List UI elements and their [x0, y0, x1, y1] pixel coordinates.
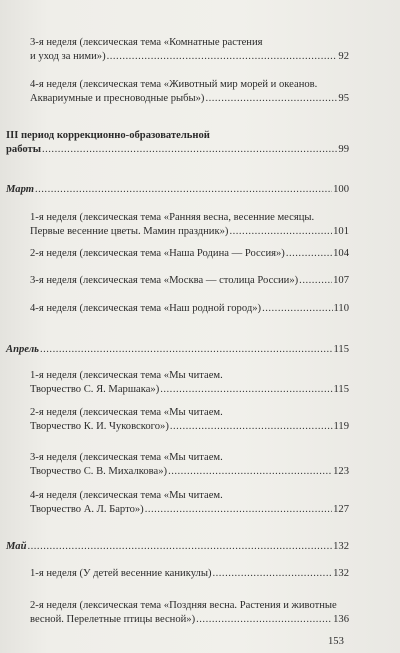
- dot-leader: [27, 540, 332, 554]
- page-ref: 123: [333, 466, 349, 477]
- dot-leader: [286, 247, 332, 261]
- dot-leader: [168, 465, 332, 479]
- dot-leader: [212, 567, 332, 581]
- entry-line-1: 1-я неделя (лексическая тема «Мы читаем.: [30, 370, 223, 381]
- page-ref: 136: [333, 614, 349, 625]
- entry-line-2: Творчество С. В. Михалкова»): [30, 466, 168, 477]
- page-ref: 104: [333, 248, 349, 259]
- page-ref: 115: [333, 384, 349, 395]
- toc-entry: [30, 78, 349, 106]
- entry-line: 1-я неделя (У детей весенние каникулы): [30, 568, 212, 579]
- dot-leader: [170, 420, 333, 434]
- entry-line-1: 2-я неделя (лексическая тема «Поздняя весна. Растения и животные: [30, 600, 337, 611]
- toc-entry: [30, 247, 349, 261]
- month-title: Апрель: [6, 344, 39, 355]
- entry-line-1: 2-я неделя (лексическая тема «Мы читаем.: [30, 407, 223, 418]
- dot-leader: [205, 92, 337, 106]
- toc-entry: [30, 489, 349, 517]
- entry-line-2: весной. Перелетные птицы весной»): [30, 614, 196, 625]
- dot-leader: [42, 143, 337, 157]
- toc-month: [6, 343, 349, 357]
- page-ref: 107: [333, 275, 349, 286]
- entry-line-1: 4-я неделя (лексическая тема «Мы читаем.: [30, 490, 223, 501]
- page-ref: 132: [333, 568, 349, 579]
- page-number: 153: [328, 636, 344, 647]
- page-ref: 92: [338, 51, 349, 62]
- dot-leader: [160, 383, 332, 397]
- entry-line-2: Творчество А. Л. Барто»): [30, 504, 144, 515]
- dot-leader: [299, 274, 332, 288]
- period-line-2: работы: [6, 144, 41, 155]
- month-title: Май: [6, 541, 27, 552]
- toc-period-heading: [6, 129, 349, 157]
- page-ref: 127: [333, 504, 349, 515]
- page-ref: 99: [338, 144, 349, 155]
- dot-leader: [40, 343, 333, 357]
- toc-entry: [30, 211, 349, 239]
- entry-line-2: и уход за ними»): [30, 51, 106, 62]
- dot-leader: [145, 503, 332, 517]
- page-ref: 100: [333, 184, 349, 195]
- entry-line-1: 3-я неделя (лексическая тема «Мы читаем.: [30, 452, 223, 463]
- dot-leader: [196, 613, 332, 627]
- toc-entry: [30, 599, 349, 627]
- entry-line-1: 4-я неделя (лексическая тема «Животный мир морей и океанов.: [30, 79, 318, 90]
- dot-leader: [262, 302, 332, 316]
- toc-entry: [30, 36, 349, 64]
- entry-line-2: Творчество К. И. Чуковского»): [30, 421, 169, 432]
- toc-entry: [30, 369, 349, 397]
- page-ref: 110: [333, 303, 349, 314]
- entry-line: 4-я неделя (лексическая тема «Наш родной город»): [30, 303, 262, 314]
- entry-line: 2-я неделя (лексическая тема «Наша Родина — Россия»): [30, 248, 285, 259]
- page-ref: 95: [338, 93, 349, 104]
- toc-month: [6, 183, 349, 197]
- dot-leader: [229, 225, 332, 239]
- entry-line: 3-я неделя (лексическая тема «Москва — столица России»): [30, 275, 299, 286]
- toc-entry: [30, 567, 349, 581]
- month-title: Март: [6, 184, 34, 195]
- entry-line-2: Первые весенние цветы. Мамин праздник»): [30, 226, 229, 237]
- toc-month: [6, 540, 349, 554]
- entry-line-2: Аквариумные и пресноводные рыбы»): [30, 93, 205, 104]
- entry-line-2: Творчество С. Я. Маршака»): [30, 384, 160, 395]
- page-ref: 132: [333, 541, 349, 552]
- page-ref: 101: [333, 226, 349, 237]
- entry-line-1: 1-я неделя (лексическая тема «Ранняя весна, весенние месяцы.: [30, 212, 315, 223]
- page-ref: 115: [333, 344, 349, 355]
- period-line-1: III период коррекционно-образовательной: [6, 130, 210, 141]
- dot-leader: [35, 183, 332, 197]
- toc-entry: [30, 451, 349, 479]
- toc-entry: [30, 302, 349, 316]
- page-ref: 119: [333, 421, 349, 432]
- toc-entry: [30, 406, 349, 434]
- dot-leader: [107, 50, 338, 64]
- entry-line-1: 3-я неделя (лексическая тема «Комнатные растения: [30, 37, 263, 48]
- toc-entry: [30, 274, 349, 288]
